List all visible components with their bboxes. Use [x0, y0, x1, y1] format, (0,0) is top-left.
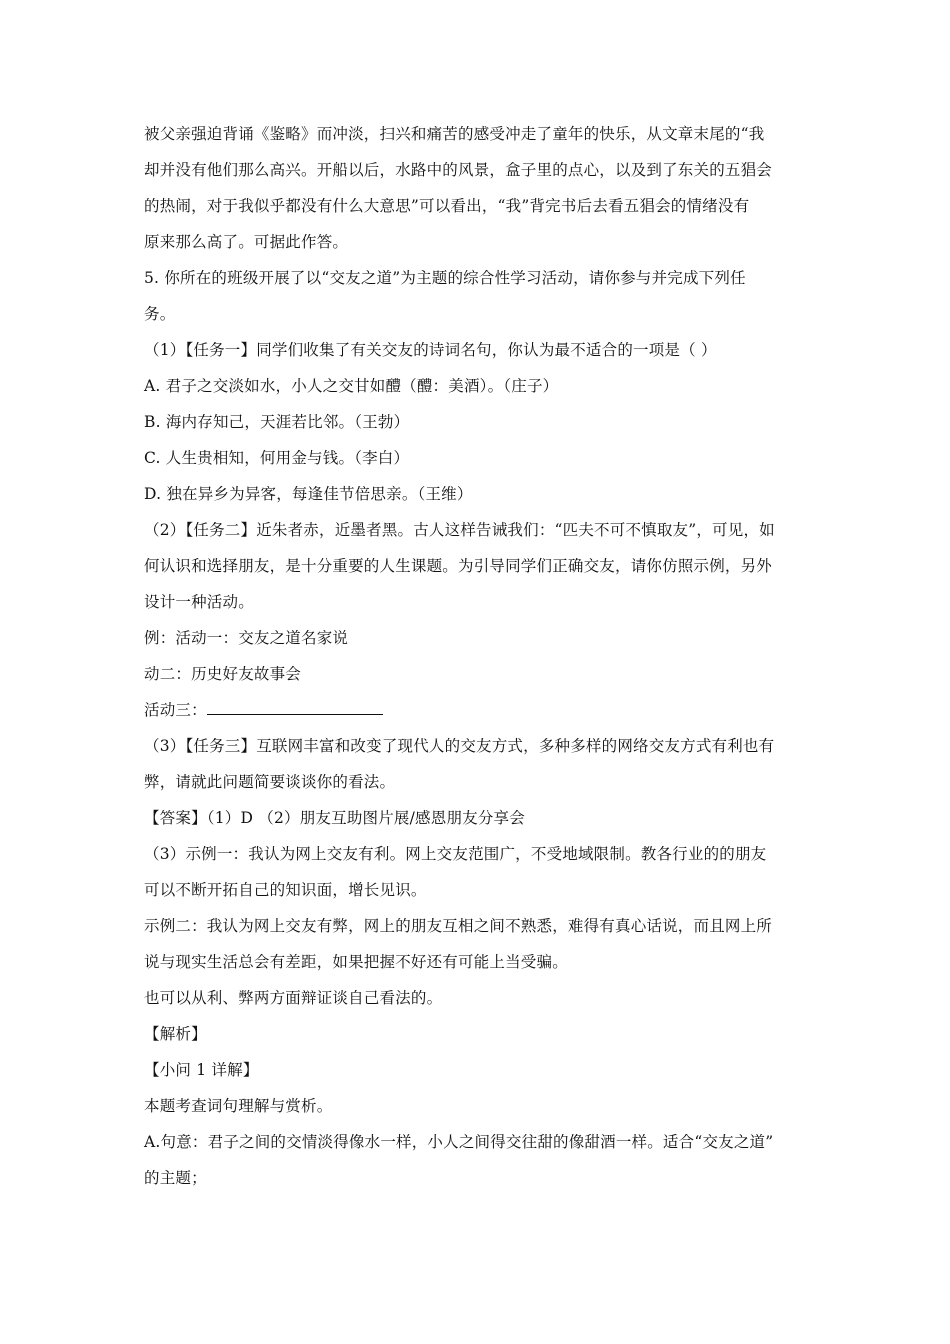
answer-part3-line-1: （3）示例一：我认为网上交友有利。网上交友范围广，不受地域限制。教各行业的的朋友: [144, 845, 767, 863]
analysis-sub-heading: 【小问 1 详解】: [144, 1061, 259, 1079]
intro-line-4: 原来那么高了。可据此作答。: [144, 233, 349, 251]
activity-3-label: 活动三：: [144, 701, 207, 719]
activity-3-blank: [207, 700, 383, 715]
analysis-a-line-1: A.句意：君子之间的交情淡得像水一样，小人之间得交往甜的像甜酒一样。适合“交友之道”: [144, 1133, 774, 1151]
analysis-heading: 【解析】: [144, 1025, 207, 1043]
answer-part3-line-5: 也可以从利、弊两方面辩证谈自己看法的。: [144, 989, 443, 1007]
answer-part3-line-3: 示例二：我认为网上交友有弊，网上的朋友互相之间不熟悉，难得有真心话说，而且网上所: [144, 917, 773, 935]
answer-part3-line-4: 说与现实生活总会有差距，如果把握不好还有可能上当受骗。: [144, 953, 568, 971]
task3-line-2: 弊，请就此问题简要谈谈你的看法。: [144, 773, 396, 791]
task3-line-1: （3）【任务三】互联网丰富和改变了现代人的交友方式，多种多样的网络交友方式有利也有: [144, 737, 775, 755]
example-activity-2: 动二：历史好友故事会: [144, 665, 302, 683]
answer-part3-line-2: 可以不断开拓自己的知识面，增长见识。: [144, 881, 427, 899]
intro-line-3: 的热闹，对于我似乎都没有什么大意思”可以看出，“我”背完书后去看五猖会的情绪没有: [144, 197, 750, 215]
question-stem-line-1: 5. 你所在的班级开展了以“交友之道”为主题的综合性学习活动，请你参与并完成下列任: [144, 269, 746, 287]
intro-line-2: 却并没有他们那么高兴。开船以后，水路中的风景，盒子里的点心，以及到了东关的五猖会: [144, 161, 773, 179]
task2-line-3: 设计一种活动。: [144, 593, 254, 611]
option-b: B. 海内存知己，天涯若比邻。（王勃）: [144, 413, 410, 431]
example-activity-1: 例：活动一：交友之道名家说: [144, 629, 349, 647]
task2-line-1: （2）【任务二】近朱者赤，近墨者黑。古人这样告诫我们：“匹夫不可不慎取友”，可见，如: [144, 521, 775, 539]
option-d: D. 独在异乡为异客，每逢佳节倍思亲。（王维）: [144, 485, 473, 503]
task2-line-2: 何认识和选择朋友，是十分重要的人生课题。为引导同学们正确交友，请你仿照示例，另外: [144, 557, 773, 575]
activity-3-row: [144, 699, 816, 721]
analysis-a-line-2: 的主题；: [144, 1169, 207, 1187]
option-a: A. 君子之交淡如水，小人之交甘如醴（醴：美酒）。（庄子）: [144, 377, 559, 395]
intro-line-1: 被父亲强迫背诵《鉴略》而冲淡，扫兴和痛苦的感受冲走了童年的快乐，从文章末尾的“我: [144, 125, 765, 143]
answer-line-1: 【答案】（1）D （2）朋友互助图片展/感恩朋友分享会: [144, 809, 525, 827]
task1-text: （1）【任务一】同学们收集了有关交友的诗词名句，你认为最不适合的一项是（ ）: [144, 341, 717, 359]
option-c: C. 人生贵相知，何用金与钱。（李白）: [144, 449, 410, 467]
analysis-line-1: 本题考查词句理解与赏析。: [144, 1097, 333, 1115]
question-stem-line-2: 务。: [144, 305, 176, 323]
